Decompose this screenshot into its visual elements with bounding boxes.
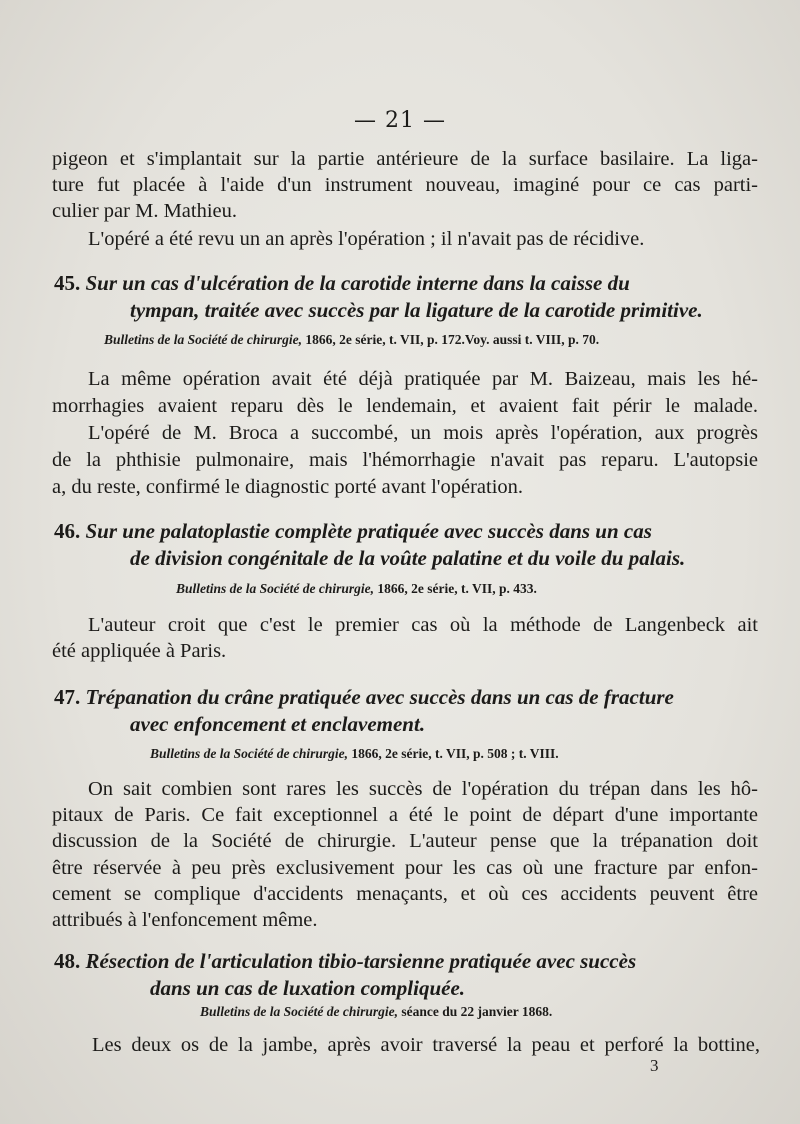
section-title-line: tympan, traitée avec succès par la ligature de la carotide primitive.	[130, 298, 703, 322]
section-47-heading	[54, 684, 674, 710]
citation-details: 1866, 2e série, t. VII, p. 508 ; t. VIII.	[351, 746, 559, 761]
section-title-line: dans un cas de luxation compliquée.	[150, 976, 466, 1000]
section-number: 48.	[54, 949, 81, 973]
section-title-line: avec enfoncement et enclavement.	[130, 712, 426, 736]
citation-journal: Bulletins de la Société de chirurgie,	[200, 1004, 398, 1019]
citation-details: 1866, 2e série, t. VII, p. 172.Voy. aussi t. VIII, p. 70.	[305, 332, 600, 347]
body-line: Les deux os de la jambe, après avoir traversé la peau et perforé la bottine,	[92, 1034, 760, 1056]
section-45-heading	[54, 270, 630, 296]
body-line: attribués à l'enfoncement même.	[52, 909, 318, 931]
body-line: été appliquée à Paris.	[52, 640, 227, 662]
citation-details: séance du 22 janvier 1868.	[401, 1004, 553, 1019]
intro-line: pigeon et s'implantait sur la partie antérieure de la surface basilaire. La liga-	[52, 148, 758, 170]
body-line: La même opération avait été déjà pratiquée par M. Baizeau, mais les hé-	[88, 368, 758, 390]
page-number: — 21 —	[354, 108, 446, 133]
section-title-line: Sur un cas d'ulcération de la carotide interne dans la caisse du	[85, 271, 630, 295]
section-46-heading	[54, 518, 652, 544]
intro-line: culier par M. Mathieu.	[52, 200, 238, 222]
body-line: cement se complique d'accidents menaçants, et où ces accidents peuvent être	[52, 883, 758, 905]
section-number: 45.	[54, 271, 81, 295]
section-number: 47.	[54, 685, 81, 709]
body-line: L'opéré de M. Broca a succombé, un mois après l'opération, aux progrès	[88, 422, 758, 444]
section-title-line: Résection de l'articulation tibio-tarsienne pratiquée avec succès	[85, 949, 637, 973]
section-number: 46.	[54, 519, 81, 543]
signature-mark: 3	[650, 1056, 659, 1075]
body-line: être réservée à peu près exclusivement pour les cas où une fracture par enfon-	[52, 857, 758, 879]
citation-details: 1866, 2e série, t. VII, p. 433.	[377, 581, 537, 596]
intro-line: ture fut placée à l'aide d'un instrument nouveau, imaginé pour ce cas parti-	[52, 174, 758, 196]
section-48-heading	[54, 948, 636, 974]
section-48-citation	[200, 1004, 552, 1020]
body-line: morrhagies avaient reparu dès le lendemain, et avaient fait périr le malade.	[52, 395, 758, 417]
body-line: discussion de la Société de chirurgie. L'auteur pense que la trépanation doit	[52, 830, 758, 852]
citation-journal: Bulletins de la Société de chirurgie,	[104, 332, 302, 347]
body-line: pitaux de Paris. Ce fait exceptionnel a été le point de départ d'une importante	[52, 804, 758, 826]
section-47-citation	[150, 746, 559, 762]
section-title-line: Trépanation du crâne pratiquée avec succès dans un cas de fracture	[85, 685, 674, 709]
section-46-citation	[176, 581, 537, 597]
body-line: de la phthisie pulmonaire, mais l'hémorrhagie n'avait pas reparu. L'autopsie	[52, 449, 758, 471]
citation-journal: Bulletins de la Société de chirurgie,	[150, 746, 348, 761]
body-line: a, du reste, confirmé le diagnostic porté avant l'opération.	[52, 476, 524, 498]
intro-line: L'opéré a été revu un an après l'opération ; il n'avait pas de récidive.	[88, 228, 645, 250]
section-title-line: de division congénitale de la voûte palatine et du voile du palais.	[130, 546, 686, 570]
section-title-line: Sur une palatoplastie complète pratiquée avec succès dans un cas	[85, 519, 652, 543]
body-line: On sait combien sont rares les succès de l'opération du trépan dans les hô-	[88, 778, 758, 800]
citation-journal: Bulletins de la Société de chirurgie,	[176, 581, 374, 596]
section-45-citation	[104, 332, 599, 348]
body-line: L'auteur croit que c'est le premier cas où la méthode de Langenbeck ait	[88, 614, 758, 636]
